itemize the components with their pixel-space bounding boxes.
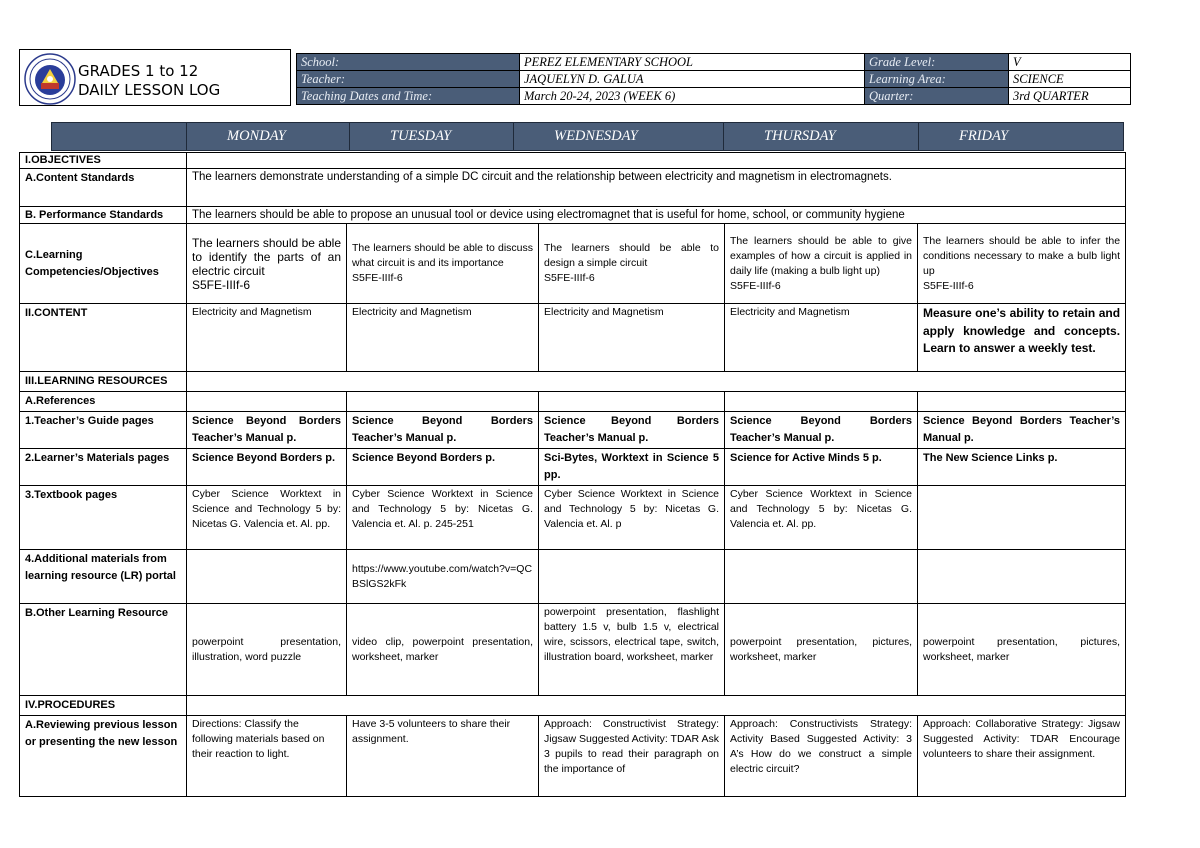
grade-level-value: V: [1009, 54, 1131, 71]
additional-materials-label: 4.Additional materials from learning resource (LR) portal: [20, 550, 187, 604]
references-monday: [187, 392, 347, 412]
content-tuesday: Electricity and Magnetism: [347, 304, 539, 372]
learning-resources-blank: [187, 372, 1126, 392]
learners-materials-tuesday: Science Beyond Borders p.: [347, 449, 539, 486]
competency-text: The learners should be able to design a simple circuit: [544, 242, 719, 269]
reviewing-thursday: Approach: Constructivists Strategy: Activity Based Suggested Activity: 3 A’s How do we construct a simple electric circuit?: [725, 716, 918, 797]
quarter-value: 3rd QUARTER: [1009, 88, 1131, 105]
other-resource-monday: powerpoint presentation, illustration, word puzzle: [187, 604, 347, 696]
teaching-dates-label: Teaching Dates and Time:: [297, 88, 520, 105]
section-objectives: I.OBJECTIVES: [20, 153, 187, 169]
textbook-wednesday: Cyber Science Worktext in Science and Technology 5 by: Nicetas G. Valencia et. Al. p: [539, 486, 725, 550]
info-row: [297, 54, 1131, 71]
reviewing-monday: Directions: Classify the following materials based on their reaction to light.: [187, 716, 347, 797]
objectives-blank: [187, 153, 1126, 169]
table-row: [20, 169, 1126, 207]
competency-text: The learners should be able to identify the parts of an electric circuit: [192, 235, 341, 278]
additional-friday: [918, 550, 1126, 604]
reviewing-label: A.Reviewing previous lesson or presenting the new lesson: [20, 716, 187, 797]
learning-area-label: Learning Area:: [865, 71, 1009, 88]
day-friday: FRIDAY: [919, 123, 1124, 151]
content-standards-text: The learners demonstrate understanding of a simple DC circuit and the relationship between electricity and magnetism in electromagnets.: [187, 169, 1126, 207]
competency-tuesday: [347, 224, 539, 304]
day-monday: MONDAY: [187, 123, 350, 151]
competency-code: S5FE-IIIf-6: [352, 272, 403, 284]
other-resource-label: B.Other Learning Resource: [20, 604, 187, 696]
table-row: [20, 716, 1126, 797]
other-resource-friday: powerpoint presentation, pictures, worksheet, marker: [918, 604, 1126, 696]
teachers-guide-friday: Science Beyond Borders Teacher’s Manual p.: [918, 412, 1126, 449]
content-monday: Electricity and Magnetism: [187, 304, 347, 372]
reviewing-wednesday: Approach: Constructivist Strategy: Jigsaw Suggested Activity: TDAR Ask 3 pupils to read their paragraph on the importance of: [539, 716, 725, 797]
reviewing-tuesday: Have 3-5 volunteers to share their assignment.: [347, 716, 539, 797]
references-thursday: [725, 392, 918, 412]
competency-code: S5FE-IIIf-6: [730, 279, 781, 292]
references-wednesday: [539, 392, 725, 412]
learning-area-value: SCIENCE: [1009, 71, 1131, 88]
learners-materials-friday: The New Science Links p.: [918, 449, 1126, 486]
competency-text: The learners should be able to discuss what circuit is and its importance: [352, 242, 533, 269]
table-row: [20, 486, 1126, 550]
textbook-thursday: Cyber Science Worktext in Science and Technology 5 by: Nicetas G. Valencia et. Al. pp.: [725, 486, 918, 550]
content-standards-label: A.Content Standards: [20, 169, 187, 207]
teacher-label: Teacher:: [297, 71, 520, 88]
references-label: A.References: [20, 392, 187, 412]
day-thursday: THURSDAY: [724, 123, 919, 151]
teacher-value: JAQUELYN D. GALUA: [520, 71, 865, 88]
table-row: [20, 392, 1126, 412]
competency-code: S5FE-IIIf-6: [923, 279, 974, 292]
weekday-header-blank: [52, 123, 187, 151]
learners-materials-thursday: Science for Active Minds 5 p.: [725, 449, 918, 486]
day-wednesday: WEDNESDAY: [514, 123, 724, 151]
other-resource-wednesday: powerpoint presentation, flashlight battery 1.5 v, bulb 1.5 v, electrical wire, scissors, electrical tape, switch, illustration board, worksheet, marker: [539, 604, 725, 696]
competency-text: The learners should be able to give examples of how a circuit is applied in daily life (making a bulb light up): [730, 234, 912, 277]
competencies-label: C.Learning Competencies/Objectives: [20, 224, 187, 304]
additional-tuesday-link[interactable]: https://www.youtube.com/watch?v=QCBSlGS2kFk: [347, 550, 539, 604]
section-procedures: IV.PROCEDURES: [20, 696, 187, 716]
additional-monday: [187, 550, 347, 604]
content-label: II.CONTENT: [20, 304, 187, 372]
school-value: PEREZ ELEMENTARY SCHOOL: [520, 54, 865, 71]
section-learning-resources: III.LEARNING RESOURCES: [20, 372, 187, 392]
table-row: [20, 604, 1126, 696]
competency-monday: [187, 224, 347, 304]
content-thursday: Electricity and Magnetism: [725, 304, 918, 372]
school-label: School:: [297, 54, 520, 71]
textbook-friday: [918, 486, 1126, 550]
other-resource-thursday: powerpoint presentation, pictures, worksheet, marker: [725, 604, 918, 696]
textbook-label: 3.Textbook pages: [20, 486, 187, 550]
competency-code: S5FE-IIIf-6: [544, 272, 595, 284]
info-row: [297, 71, 1131, 88]
competency-thursday: [725, 224, 918, 304]
competency-friday: [918, 224, 1126, 304]
learners-materials-monday: Science Beyond Borders p.: [187, 449, 347, 486]
performance-standards-label: B. Performance Standards: [20, 207, 187, 224]
table-row: [20, 449, 1126, 486]
competency-text: The learners should be able to infer the conditions necessary to make a bulb light up: [923, 234, 1121, 277]
table-row: [20, 304, 1126, 372]
deped-seal-icon: [24, 53, 76, 105]
quarter-label: Quarter:: [865, 88, 1009, 105]
table-row: [20, 412, 1126, 449]
other-resource-tuesday: video clip, powerpoint presentation, worksheet, marker: [347, 604, 539, 696]
teachers-guide-thursday: Science Beyond Borders Teacher’s Manual p.: [725, 412, 918, 449]
info-row: [297, 88, 1131, 105]
form-title-line2: DAILY LESSON LOG: [78, 81, 221, 99]
references-tuesday: [347, 392, 539, 412]
dll-header-title-box: [19, 49, 291, 106]
textbook-monday: Cyber Science Worktext in Science and Technology 5 by: Nicetas G. Valencia et. Al. pp.: [187, 486, 347, 550]
learners-materials-label: 2.Learner’s Materials pages: [20, 449, 187, 486]
grade-level-label: Grade Level:: [865, 54, 1009, 71]
day-tuesday: TUESDAY: [350, 123, 514, 151]
lesson-log-table: [19, 152, 1126, 797]
school-info-table: [296, 53, 1131, 105]
teachers-guide-tuesday: Science Beyond Borders Teacher’s Manual p.: [347, 412, 539, 449]
table-row: [20, 153, 1126, 169]
teachers-guide-monday: Science Beyond Borders Teacher’s Manual p.: [187, 412, 347, 449]
additional-wednesday: [539, 550, 725, 604]
competency-wednesday: [539, 224, 725, 304]
additional-thursday: [725, 550, 918, 604]
textbook-tuesday: Cyber Science Worktext in Science and Technology 5 by: Nicetas G. Valencia et. Al. p. 245-251: [347, 486, 539, 550]
form-title-line1: GRADES 1 to 12: [78, 62, 199, 80]
reviewing-friday: Approach: Collaborative Strategy: Jigsaw Suggested Activity: TDAR Encourage volunteers to share their assignment.: [918, 716, 1126, 797]
table-row: [20, 372, 1126, 392]
teaching-dates-value: March 20-24, 2023 (WEEK 6): [520, 88, 865, 105]
references-friday: [918, 392, 1126, 412]
teachers-guide-label: 1.Teacher’s Guide pages: [20, 412, 187, 449]
teachers-guide-wednesday: Science Beyond Borders Teacher’s Manual p.: [539, 412, 725, 449]
learners-materials-wednesday: Sci-Bytes, Worktext in Science 5 pp.: [539, 449, 725, 486]
procedures-blank: [187, 696, 1126, 716]
competency-code: S5FE-IIIf-6: [192, 277, 251, 292]
content-wednesday: Electricity and Magnetism: [539, 304, 725, 372]
table-row: [20, 550, 1126, 604]
content-friday: Measure one’s ability to retain and apply knowledge and concepts. Learn to answer a weekly test.: [918, 304, 1126, 372]
table-row: [20, 207, 1126, 224]
table-row: [20, 224, 1126, 304]
weekday-header-bar: [51, 122, 1124, 151]
performance-standards-text: The learners should be able to propose an unusual tool or device using electromagnet that is useful for home, school, or community hygiene: [187, 207, 1126, 224]
table-row: [20, 696, 1126, 716]
